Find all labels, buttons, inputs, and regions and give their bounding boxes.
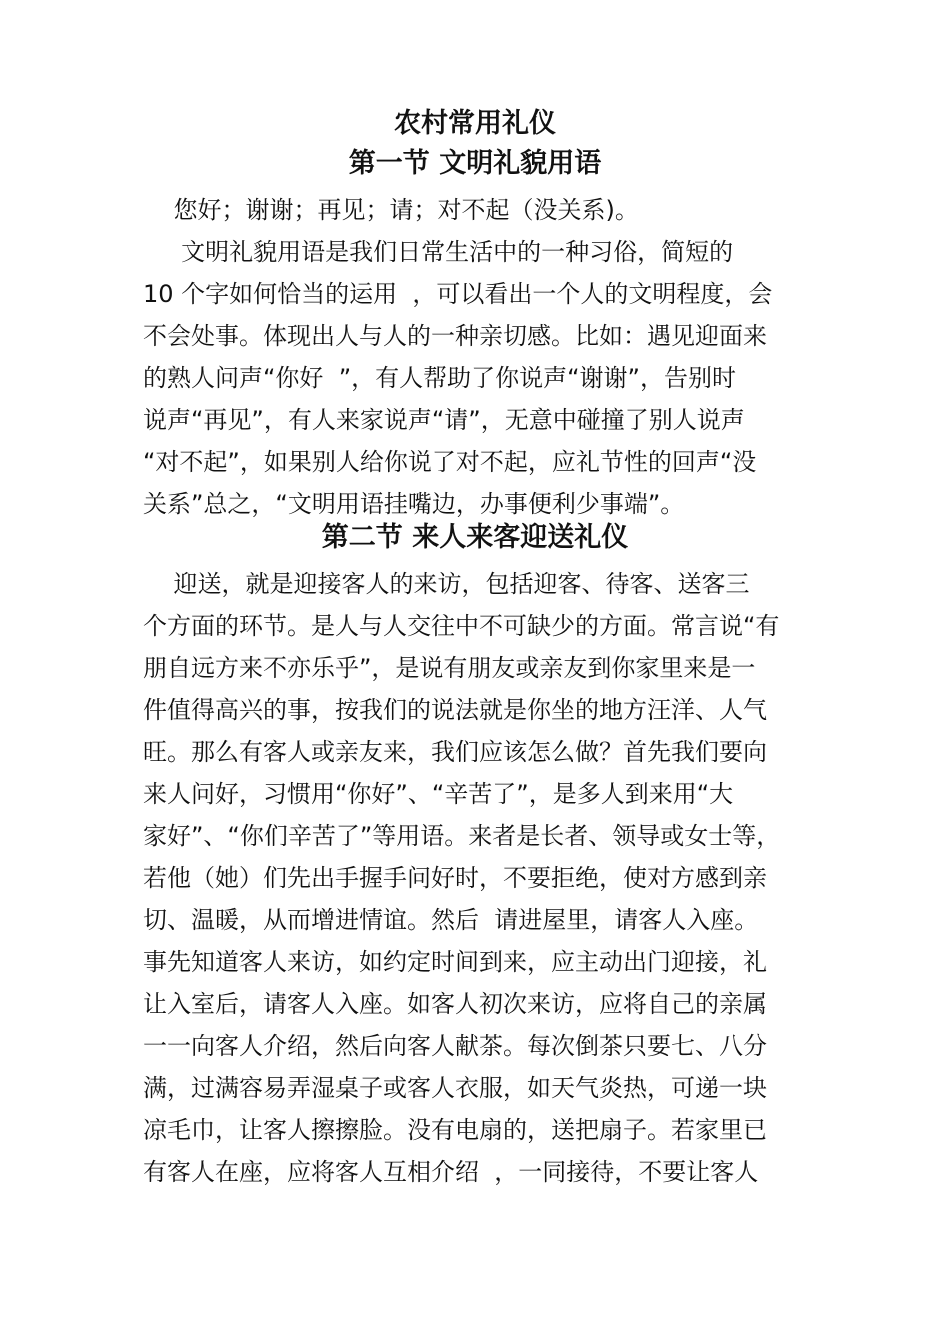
paragraph-line: 来人问好，习惯用“你好”、“辛苦了”，是多人到来用“大 [143, 780, 734, 808]
paragraph-line: 切、温暖，从而增进情谊。然后 请进屋里，请客人入座。 [143, 906, 759, 934]
paragraph-line: 关系”总之，“文明用语挂嘴边，办事便利少事端”。 [143, 490, 685, 518]
paragraph-line: 让入室后，请客人入座。如客人初次来访，应将自己的亲属 [143, 990, 767, 1018]
paragraph-line: “对不起”，如果别人给你说了对不起，应礼节性的回声“没 [143, 448, 757, 476]
paragraph-line: 说声“再见”，有人来家说声“请”，无意中碰撞了别人说声 [143, 406, 745, 434]
paragraph-line: 的熟人问声“你好 ”，有人帮助了你说声“谢谢”，告别时 [143, 364, 736, 392]
paragraph-line: 您好；谢谢；再见；请；对不起（没关系)。 [143, 196, 639, 224]
document-title: 农村常用礼仪 [394, 108, 556, 139]
paragraph-line: 10 个字如何恰当的运用 ，可以看出一个人的文明程度，会 [143, 280, 773, 308]
paragraph-line: 不会处事。体现出人与人的一种亲切感。比如：遇见迎面来 [143, 322, 767, 350]
paragraph-line: 满，过满容易弄湿桌子或客人衣服，如天气炎热，可递一块 [143, 1074, 767, 1102]
paragraph-line: 迎送，就是迎接客人的来访，包括迎客、待客、送客三 [143, 570, 750, 598]
paragraph-line: 旺。那么有客人或亲友来，我们应该怎么做？首先我们要向 [143, 738, 767, 766]
paragraph-line: 一一向客人介绍，然后向客人献茶。每次倒茶只要七、八分 [143, 1032, 767, 1060]
section2-heading: 第二节 来人来客迎送礼仪 [321, 522, 629, 553]
paragraph-line: 个方面的环节。是人与人交往中不可缺少的方面。常言说“有 [143, 612, 780, 640]
section1-heading: 第一节 文明礼貌用语 [348, 148, 602, 179]
paragraph-line: 朋自远方来不亦乐乎”，是说有朋友或亲友到你家里来是一 [143, 654, 756, 682]
paragraph-line: 件值得高兴的事，按我们的说法就是你坐的地方汪洋、人气 [143, 696, 767, 724]
paragraph-line: 文明礼貌用语是我们日常生活中的一种习俗，简短的 [143, 238, 734, 266]
paragraph-line: 家好”、“你们辛苦了”等用语。来者是长者、领导或女士等， [143, 822, 781, 850]
paragraph-line: 事先知道客人来访，如约定时间到来，应主动出门迎接，礼 [143, 948, 767, 976]
paragraph-line: 若他（她）们先出手握手问好时，不要拒绝，使对方感到亲 [143, 864, 767, 892]
paragraph-line: 凉毛巾，让客人擦擦脸。没有电扇的，送把扇子。若家里已 [143, 1116, 767, 1144]
paragraph-line: 有客人在座，应将客人互相介绍 ，一同接待，不要让客人 [143, 1158, 759, 1186]
